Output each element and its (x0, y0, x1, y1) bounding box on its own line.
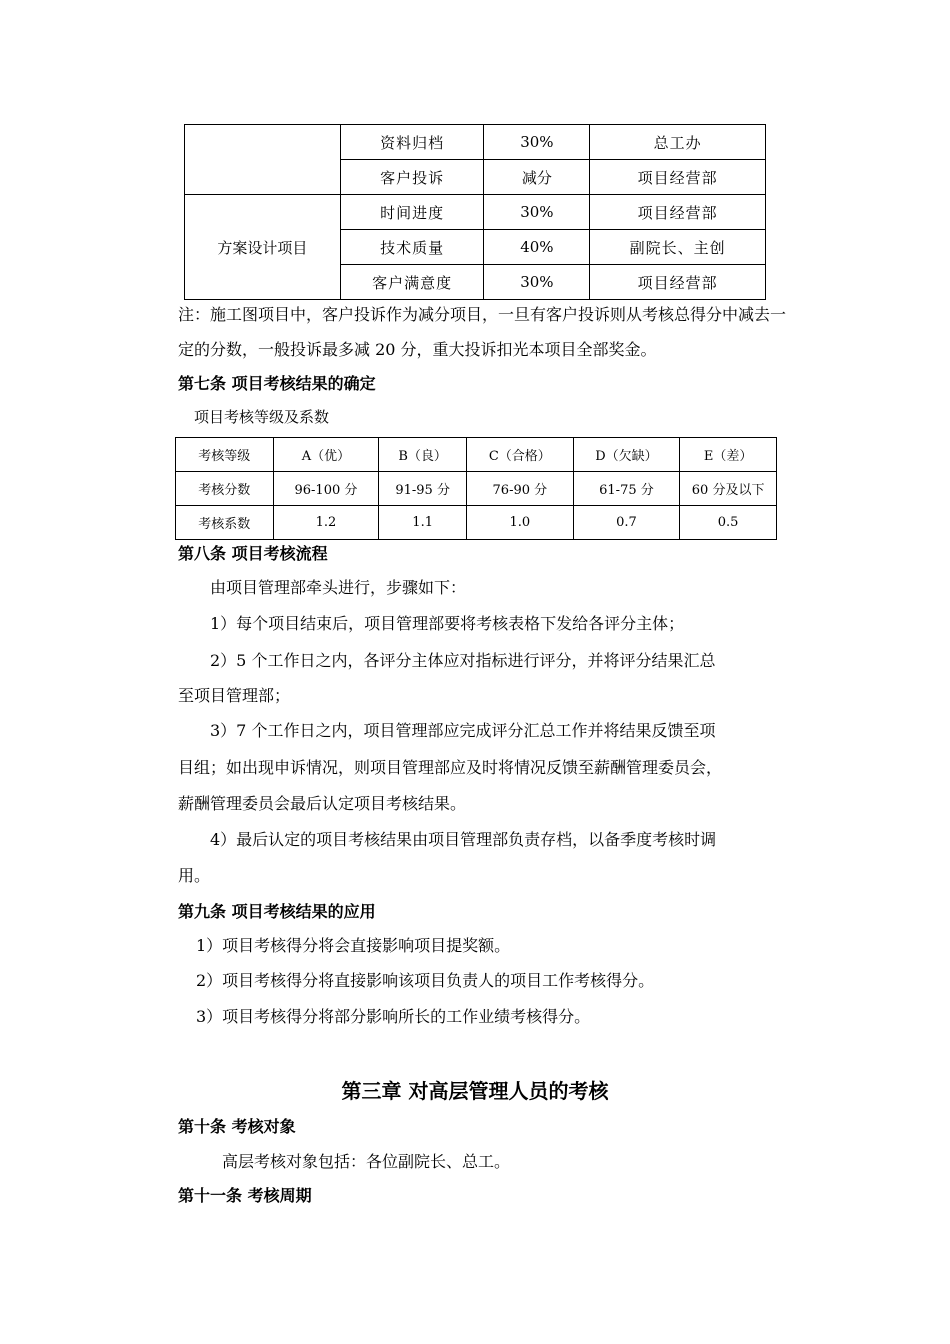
table-cell: 考核系数 (176, 506, 274, 540)
article-8-step-4: 4）最后认定的项目考核结果由项目管理部负责存档，以备季度考核时调 (210, 830, 717, 849)
table-row (176, 438, 777, 472)
article-8-step-2-cont: 至项目管理部； (178, 686, 291, 705)
article-11-heading: 第十一条 考核周期 (178, 1186, 312, 1205)
article-8-step-3-cont-2: 薪酬管理委员会最后认定项目考核结果。 (178, 794, 467, 813)
table-cell: 0.7 (573, 506, 680, 540)
table-cell: B（良） (379, 438, 467, 472)
table-cell: A（优） (273, 438, 379, 472)
article-9-item-1: 1）项目考核得分将会直接影响项目提奖额。 (196, 936, 511, 955)
article-9-item-2: 2）项目考核得分将直接影响该项目负责人的项目工作考核得分。 (196, 971, 655, 990)
article-9-heading: 第九条 项目考核结果的应用 (178, 902, 376, 921)
table-cell: 96-100 分 (273, 472, 379, 506)
table-cell-weight: 30% (484, 125, 590, 160)
table-cell-dept: 项目经营部 (590, 195, 766, 230)
article-9-item-3: 3）项目考核得分将部分影响所长的工作业绩考核得分。 (196, 1007, 591, 1026)
grade-coefficient-table (175, 437, 777, 540)
table-cell-indicator: 客户投诉 (340, 160, 484, 195)
table-cell-dept: 项目经营部 (590, 265, 766, 300)
table-cell-group: 方案设计项目 (185, 195, 341, 300)
table-cell: 0.5 (680, 506, 777, 540)
table-cell: 61-75 分 (573, 472, 680, 506)
table-cell-dept: 总工办 (590, 125, 766, 160)
article-8-step-3: 3）7 个工作日之内，项目管理部应完成评分汇总工作并将结果反馈至项 (210, 721, 716, 740)
table-cell-weight: 减分 (484, 160, 590, 195)
table-cell-indicator: 技术质量 (340, 230, 484, 265)
table-row (185, 195, 766, 230)
table-row (176, 472, 777, 506)
grade-table-caption: 项目考核等级及系数 (194, 408, 330, 426)
table-cell: 60 分及以下 (680, 472, 777, 506)
table-cell: 1.2 (273, 506, 379, 540)
article-8-step-4-cont: 用。 (178, 866, 211, 885)
table-cell: C（合格） (467, 438, 574, 472)
article-7-heading: 第七条 项目考核结果的确定 (178, 374, 376, 393)
table-cell: 考核等级 (176, 438, 274, 472)
table-cell: 考核分数 (176, 472, 274, 506)
article-8-step-1: 1）每个项目结束后，项目管理部要将考核表格下发给各评分主体； (210, 614, 685, 633)
table-cell-indicator: 时间进度 (340, 195, 484, 230)
chapter-3-title: 第三章 对高层管理人员的考核 (341, 1079, 609, 1103)
article-8-heading: 第八条 项目考核流程 (178, 544, 328, 563)
note-line-1: 注：施工图项目中，客户投诉作为减分项目，一旦有客户投诉则从考核总得分中减去一 (178, 305, 787, 324)
table-row (176, 506, 777, 540)
article-10-text: 高层考核对象包括：各位副院长、总工。 (222, 1152, 511, 1171)
table-cell-weight: 30% (484, 265, 590, 300)
article-8-step-3-cont: 目组；如出现申诉情况，则项目管理部应及时将情况反馈至薪酬管理委员会， (178, 758, 723, 777)
table-cell: 76-90 分 (467, 472, 574, 506)
table-cell: D（欠缺） (573, 438, 680, 472)
table-cell: E（差） (680, 438, 777, 472)
article-8-intro: 由项目管理部牵头进行，步骤如下： (210, 578, 467, 597)
table-cell: 1.1 (379, 506, 467, 540)
table-cell-dept: 副院长、主创 (590, 230, 766, 265)
assessment-weight-table (184, 124, 766, 300)
table-cell-dept: 项目经营部 (590, 160, 766, 195)
table-row (185, 125, 766, 160)
table-cell: 1.0 (467, 506, 574, 540)
table-cell: 91-95 分 (379, 472, 467, 506)
table-cell-indicator: 资料归档 (340, 125, 484, 160)
table-cell-indicator: 客户满意度 (340, 265, 484, 300)
article-8-step-2: 2）5 个工作日之内，各评分主体应对指标进行评分，并将评分结果汇总 (210, 651, 716, 670)
table-cell-weight: 30% (484, 195, 590, 230)
table-cell-group (185, 125, 341, 195)
article-10-heading: 第十条 考核对象 (178, 1117, 296, 1136)
table-cell-weight: 40% (484, 230, 590, 265)
note-line-2: 定的分数，一般投诉最多减 20 分，重大投诉扣光本项目全部奖金。 (178, 340, 657, 359)
